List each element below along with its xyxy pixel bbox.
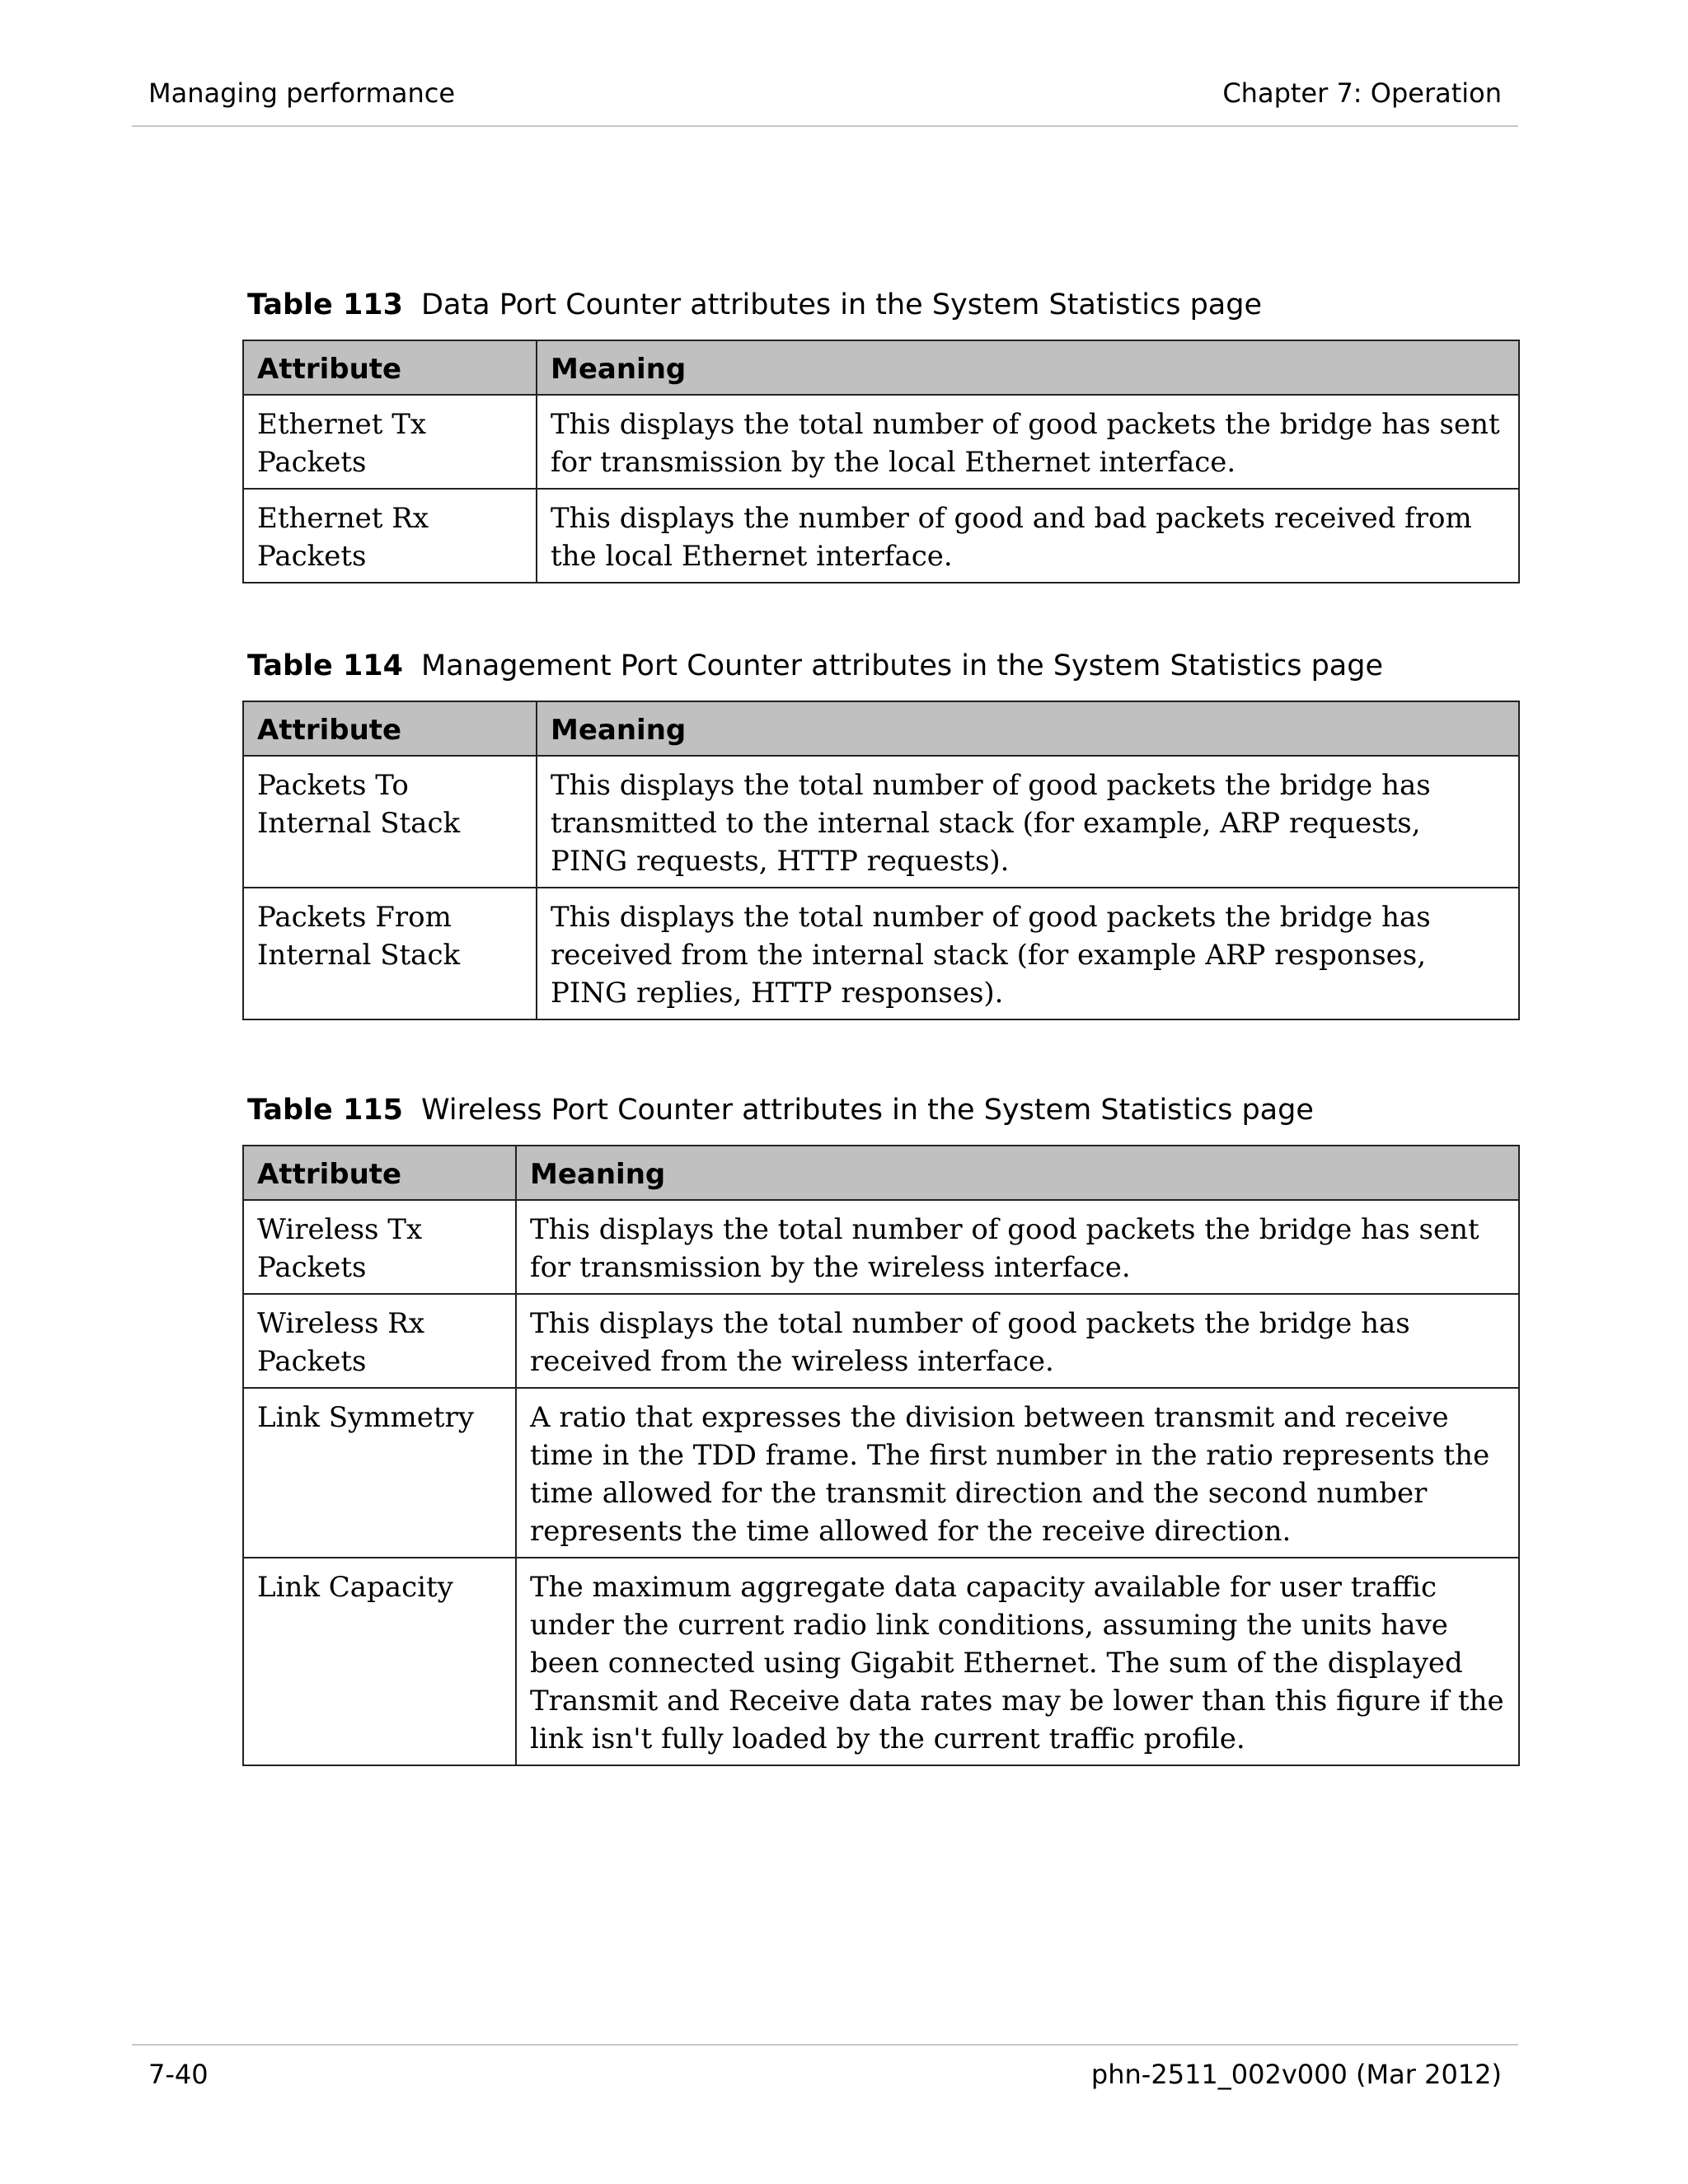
wireless-port-counter-table xyxy=(242,1145,1520,1766)
table-header-row xyxy=(243,1146,1519,1200)
attribute-cell: Link Capacity xyxy=(243,1558,516,1765)
table-caption xyxy=(247,649,1383,682)
table-caption xyxy=(247,1094,1314,1127)
table-header-row xyxy=(243,340,1519,395)
meaning-cell: The maximum aggregate data capacity available for user traffic under the current radio link conditions, assuming the units have been connected using Gigabit Ethernet. The sum of the displayed Transmit and Receive data rates may be lower than this figure if the link isn't fully loaded by the current traffic profile. xyxy=(516,1558,1519,1765)
table-title: Management Port Counter attributes in the System Statistics page xyxy=(421,649,1383,682)
table-title: Data Port Counter attributes in the System Statistics page xyxy=(421,288,1263,321)
column-header: Meaning xyxy=(537,340,1519,395)
table-row xyxy=(243,888,1519,1019)
attribute-cell: Link Symmetry xyxy=(243,1388,516,1558)
table-row xyxy=(243,1200,1519,1294)
attribute-cell: Ethernet Rx Packets xyxy=(243,489,537,583)
meaning-cell: This displays the total number of good packets the bridge has transmitted to the internal stack (for example, ARP requests, PING requests, HTTP requests). xyxy=(537,756,1519,888)
chapter-title: Chapter 7: Operation xyxy=(1222,77,1502,109)
column-header: Meaning xyxy=(516,1146,1519,1200)
meaning-cell: This displays the total number of good packets the bridge has received from the internal stack (for example ARP responses, PING replies, HTTP responses). xyxy=(537,888,1519,1019)
column-header: Attribute xyxy=(243,701,537,756)
table-number: Table 115 xyxy=(247,1094,404,1127)
table-row xyxy=(243,395,1519,489)
meaning-cell: This displays the total number of good packets the bridge has received from the wireless interface. xyxy=(516,1294,1519,1388)
meaning-cell: A ratio that expresses the division between transmit and receive time in the TDD frame. The first number in the ratio represents the time allowed for the transmit direction and the second number represents the time allowed for the receive direction. xyxy=(516,1388,1519,1558)
meaning-cell: This displays the total number of good packets the bridge has sent for transmission by the wireless interface. xyxy=(516,1200,1519,1294)
table-row xyxy=(243,756,1519,888)
column-header: Attribute xyxy=(243,340,537,395)
management-port-counter-table xyxy=(242,701,1520,1020)
table-row xyxy=(243,1388,1519,1558)
attribute-cell: Packets To Internal Stack xyxy=(243,756,537,888)
page-header xyxy=(132,0,1518,127)
table-title: Wireless Port Counter attributes in the System Statistics page xyxy=(421,1094,1314,1127)
meaning-cell: This displays the number of good and bad packets received from the local Ethernet interface. xyxy=(537,489,1519,583)
table-row xyxy=(243,1558,1519,1765)
table-number: Table 113 xyxy=(247,288,404,321)
column-header: Attribute xyxy=(243,1146,516,1200)
attribute-cell: Wireless Rx Packets xyxy=(243,1294,516,1388)
meaning-cell: This displays the total number of good packets the bridge has sent for transmission by the local Ethernet interface. xyxy=(537,395,1519,489)
data-port-counter-table xyxy=(242,340,1520,583)
table-header-row xyxy=(243,701,1519,756)
table-number: Table 114 xyxy=(247,649,404,682)
page-number: 7-40 xyxy=(148,2059,209,2090)
document-id: phn-2511_002v000 (Mar 2012) xyxy=(1090,2059,1502,2090)
table-row xyxy=(243,1294,1519,1388)
attribute-cell: Ethernet Tx Packets xyxy=(243,395,537,489)
section-title: Managing performance xyxy=(148,77,456,109)
page-footer xyxy=(132,2044,1518,2120)
table-caption xyxy=(247,288,1262,321)
column-header: Meaning xyxy=(537,701,1519,756)
attribute-cell: Wireless Tx Packets xyxy=(243,1200,516,1294)
attribute-cell: Packets From Internal Stack xyxy=(243,888,537,1019)
table-row xyxy=(243,489,1519,583)
